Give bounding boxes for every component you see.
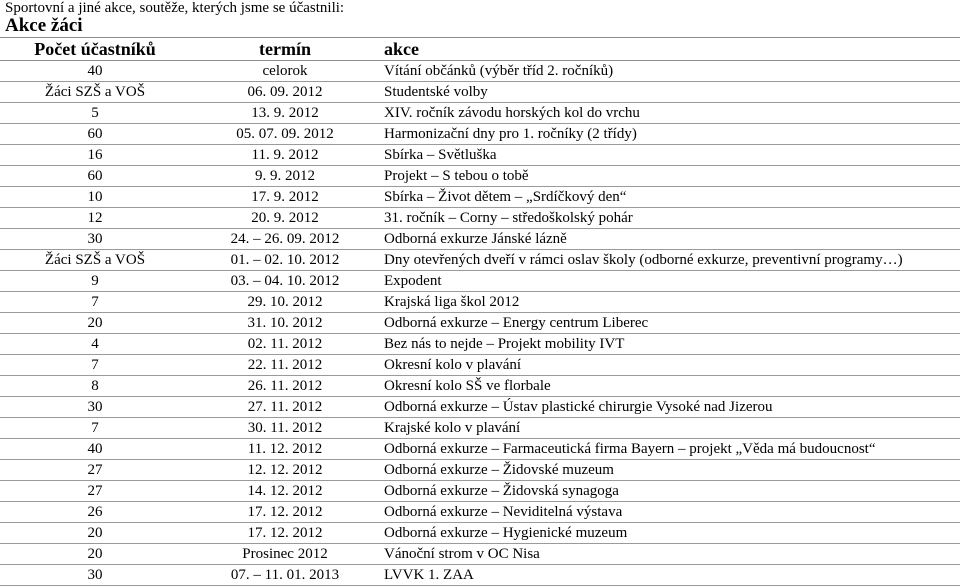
cell-action: Sbírka – Život dětem – „Srdíčkový den“ (380, 187, 960, 208)
table-row (0, 229, 960, 250)
cell-action: XIV. ročník závodu horských kol do vrchu (380, 103, 960, 124)
cell-count: 7 (0, 355, 190, 376)
cell-term: 13. 9. 2012 (190, 103, 380, 124)
cell-action: Odborná exkurze – Hygienické muzeum (380, 523, 960, 544)
cell-count: 40 (0, 61, 190, 82)
cell-term: 01. – 02. 10. 2012 (190, 250, 380, 271)
table-row (0, 460, 960, 481)
cell-term: 30. 11. 2012 (190, 418, 380, 439)
cell-term: 26. 11. 2012 (190, 376, 380, 397)
column-header-count: Počet účastníků (0, 38, 190, 61)
table-row (0, 187, 960, 208)
column-header-term: termín (190, 38, 380, 61)
table-body (0, 61, 960, 586)
cell-term: 11. 9. 2012 (190, 145, 380, 166)
table-row (0, 82, 960, 103)
cell-count: 60 (0, 166, 190, 187)
table-row (0, 271, 960, 292)
cell-term: 06. 09. 2012 (190, 82, 380, 103)
cell-action: Dny otevřených dveří v rámci oslav školy (odborné exkurze, preventivní programy…) (380, 250, 960, 271)
cell-term: 17. 9. 2012 (190, 187, 380, 208)
cell-action: Projekt – S tebou o tobě (380, 166, 960, 187)
table-row (0, 376, 960, 397)
cell-count: 30 (0, 229, 190, 250)
cell-action: Krajská liga škol 2012 (380, 292, 960, 313)
cell-count: 60 (0, 124, 190, 145)
cell-term: 12. 12. 2012 (190, 460, 380, 481)
cell-count: 10 (0, 187, 190, 208)
cell-term: 05. 07. 09. 2012 (190, 124, 380, 145)
table-row (0, 439, 960, 460)
cell-action: Odborná exkurze – Neviditelná výstava (380, 502, 960, 523)
cell-count: 5 (0, 103, 190, 124)
table-row (0, 481, 960, 502)
events-table (0, 37, 960, 586)
cell-action: Odborná exkurze – Energy centrum Liberec (380, 313, 960, 334)
cell-count: 4 (0, 334, 190, 355)
cell-term: 07. – 11. 01. 2013 (190, 565, 380, 586)
cell-count: 12 (0, 208, 190, 229)
table-row (0, 166, 960, 187)
table-row (0, 292, 960, 313)
cell-term: 31. 10. 2012 (190, 313, 380, 334)
cell-term: 9. 9. 2012 (190, 166, 380, 187)
table-row (0, 313, 960, 334)
table-row (0, 103, 960, 124)
cell-term: 17. 12. 2012 (190, 502, 380, 523)
cell-count: 20 (0, 313, 190, 334)
table-row (0, 418, 960, 439)
cell-term: Prosinec 2012 (190, 544, 380, 565)
cell-count: 30 (0, 397, 190, 418)
table-row (0, 397, 960, 418)
cell-term: 17. 12. 2012 (190, 523, 380, 544)
table-row (0, 334, 960, 355)
cell-action: Vánoční strom v OC Nisa (380, 544, 960, 565)
table-row (0, 565, 960, 586)
cell-count: 20 (0, 544, 190, 565)
table-row (0, 355, 960, 376)
cell-count: 20 (0, 523, 190, 544)
cell-term: celorok (190, 61, 380, 82)
cell-action: Odborná exkurze Jánské lázně (380, 229, 960, 250)
cell-term: 24. – 26. 09. 2012 (190, 229, 380, 250)
table-row (0, 124, 960, 145)
cell-count: 7 (0, 292, 190, 313)
cell-count: 9 (0, 271, 190, 292)
table-row (0, 145, 960, 166)
cell-action: LVVK 1. ZAA (380, 565, 960, 586)
cell-action: Vítání občánků (výběr tříd 2. ročníků) (380, 61, 960, 82)
cell-term: 14. 12. 2012 (190, 481, 380, 502)
cell-term: 27. 11. 2012 (190, 397, 380, 418)
section-heading: Akce žáci (5, 15, 83, 36)
cell-count: 16 (0, 145, 190, 166)
cell-action: Krajské kolo v plavání (380, 418, 960, 439)
cell-count: 30 (0, 565, 190, 586)
cell-count: Žáci SZŠ a VOŠ (0, 82, 190, 103)
column-header-action: akce (380, 38, 960, 61)
cell-count: 26 (0, 502, 190, 523)
cell-action: Studentské volby (380, 82, 960, 103)
table-row (0, 208, 960, 229)
cell-action: Expodent (380, 271, 960, 292)
intro-text: Sportovní a jiné akce, soutěže, kterých jsme se účastnili: (5, 0, 345, 16)
table-header-row (0, 38, 960, 61)
cell-count: Žáci SZŠ a VOŠ (0, 250, 190, 271)
cell-action: Odborná exkurze – Židovská synagoga (380, 481, 960, 502)
table-row (0, 502, 960, 523)
cell-term: 22. 11. 2012 (190, 355, 380, 376)
cell-term: 11. 12. 2012 (190, 439, 380, 460)
cell-action: Harmonizační dny pro 1. ročníky (2 třídy) (380, 124, 960, 145)
cell-term: 29. 10. 2012 (190, 292, 380, 313)
table-row (0, 250, 960, 271)
cell-term: 20. 9. 2012 (190, 208, 380, 229)
cell-action: Odborná exkurze – Ústav plastické chirurgie Vysoké nad Jizerou (380, 397, 960, 418)
cell-action: Odborná exkurze – Židovské muzeum (380, 460, 960, 481)
table-row (0, 523, 960, 544)
cell-term: 03. – 04. 10. 2012 (190, 271, 380, 292)
cell-action: Okresní kolo v plavání (380, 355, 960, 376)
table-row (0, 544, 960, 565)
cell-action: Bez nás to nejde – Projekt mobility IVT (380, 334, 960, 355)
cell-action: Sbírka – Světluška (380, 145, 960, 166)
cell-count: 8 (0, 376, 190, 397)
cell-action: Okresní kolo SŠ ve florbale (380, 376, 960, 397)
table-row (0, 61, 960, 82)
cell-term: 02. 11. 2012 (190, 334, 380, 355)
cell-action: 31. ročník – Corny – středoškolský pohár (380, 208, 960, 229)
cell-count: 27 (0, 460, 190, 481)
cell-count: 40 (0, 439, 190, 460)
cell-count: 7 (0, 418, 190, 439)
cell-count: 27 (0, 481, 190, 502)
cell-action: Odborná exkurze – Farmaceutická firma Bayern – projekt „Věda má budoucnost“ (380, 439, 960, 460)
